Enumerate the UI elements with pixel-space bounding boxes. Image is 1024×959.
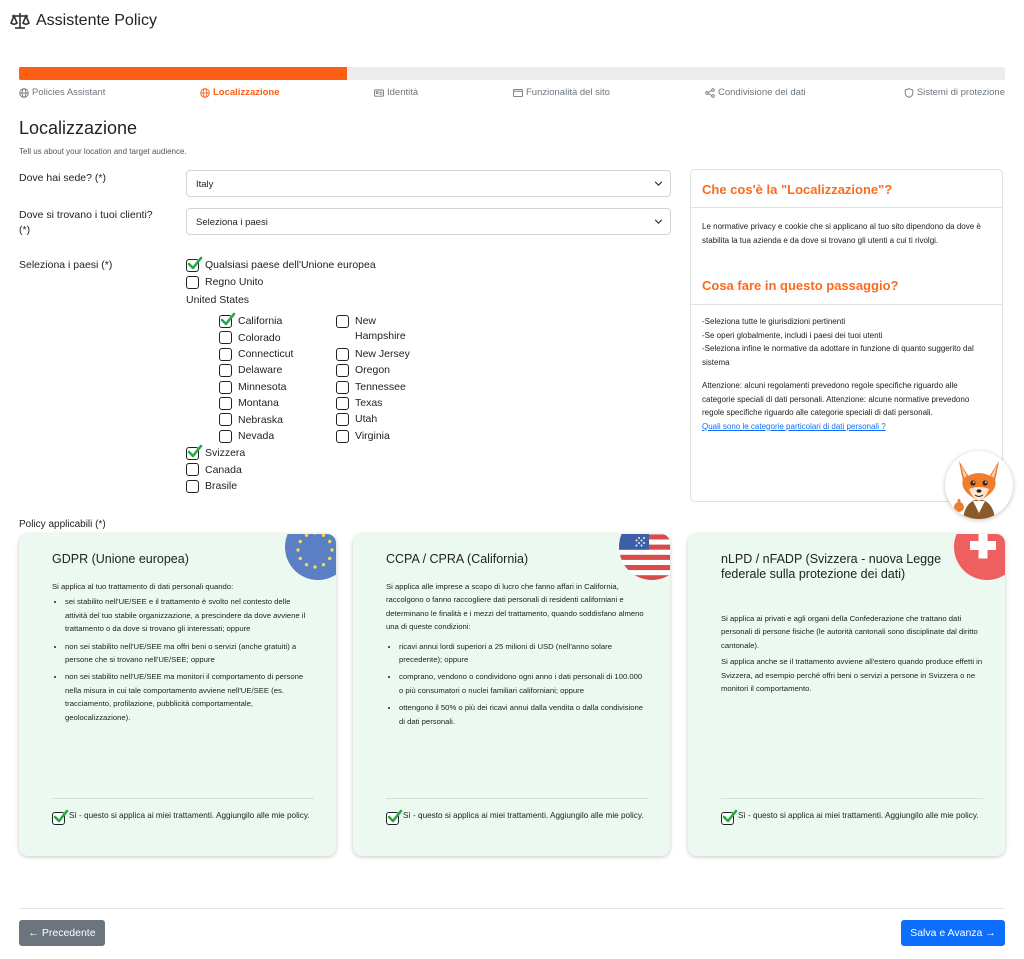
sede-select[interactable]: [186, 170, 671, 197]
policy-bullet: • ottengono il 50% o più dei ricavi annui dalla vendita o dalla condivisione di dati personali.: [399, 701, 648, 728]
policy-bullet: • sei stabilito nell'UE/SEE e il trattamento è svolto nel contesto delle attività del tuo stabile organizzazione, a prescindere da dove avviene il trattamento o da dove si trovano gli interessati; oppure: [65, 595, 314, 635]
checkbox-label: Utah: [355, 413, 378, 426]
clienti-select[interactable]: [186, 208, 671, 235]
country-checkbox[interactable]: [219, 348, 293, 361]
gdpr-agree-checkbox[interactable]: [52, 810, 310, 825]
country-checkbox[interactable]: [219, 364, 282, 377]
info-title-2: Cosa fare in questo passaggio?: [702, 278, 899, 293]
country-checkbox[interactable]: [219, 381, 286, 394]
page-subtitle: Tell us about your location and target audience.: [19, 147, 187, 156]
divider: [721, 798, 983, 799]
policy-bullet: • non sei stabilito nell'UE/SEE ma monitori il comportamento di persone nella misura in cui tale comportamento avviene nell'UE/SEE (es. tracciamento, profilazione, pubblicità comportamentale, geolocalizzazione).: [65, 670, 314, 724]
progress-bar: [19, 67, 1005, 80]
checkbox[interactable]: [219, 348, 232, 361]
checkbox-label: Colorado: [238, 331, 281, 344]
globe-icon: [19, 88, 29, 98]
country-checkbox[interactable]: [336, 430, 390, 443]
checkbox[interactable]: [186, 463, 199, 476]
policy-card-nlpd: [688, 534, 1005, 856]
policy-title: GDPR (Unione europea): [52, 552, 189, 566]
checkbox[interactable]: [336, 397, 349, 410]
progress-fill: [19, 67, 347, 80]
step-label: Funzionalità del sito: [526, 87, 610, 98]
country-checkbox[interactable]: [186, 259, 376, 272]
checkbox-label: Minnesota: [238, 380, 287, 393]
checkbox[interactable]: [336, 315, 349, 328]
country-checkbox[interactable]: [186, 480, 237, 493]
info-step-3: -Seleziona infine le normative da adottare in funzione di quanto suggerito dal sistema: [702, 344, 974, 367]
country-checkbox[interactable]: [219, 397, 279, 410]
country-checkbox[interactable]: [219, 413, 283, 426]
policy-paragraph: Si applica anche se il trattamento avviene all'estero quando produce effetti in Svizzera, ad esempio perché offri beni o servizi a persone in Svizzera o ne monitori il comportamento.: [721, 657, 983, 694]
divider: [386, 798, 648, 799]
checkbox[interactable]: [186, 259, 199, 272]
policy-bullets: [52, 595, 314, 724]
country-checkbox[interactable]: [336, 315, 406, 342]
swiss-flag-icon: [954, 534, 1005, 580]
policy-body: [52, 580, 314, 728]
checkmark-icon: [386, 808, 403, 825]
agree-label: Sì - questo si applica ai miei trattamenti. Aggiungilo alle mie policy.: [738, 811, 979, 820]
policy-card-gdpr: [19, 534, 336, 856]
checkbox-label: New Jersey: [355, 348, 410, 361]
checkmark-icon: [219, 311, 236, 328]
step-label: Identità: [387, 87, 419, 98]
policy-title: CCPA / CPRA (California): [386, 552, 529, 566]
checkbox-label: Nevada: [238, 430, 275, 443]
eu-flag-icon: [285, 534, 336, 580]
clienti-label: [19, 208, 153, 238]
policy-bullet: • comprano, vendono o condividono ogni anno i dati personali di 100.000 o più consumatori o nuclei familiari californiani; oppure: [399, 670, 648, 697]
checkbox-label: Svizzera: [205, 447, 246, 460]
clienti-label-line2: (*): [19, 224, 31, 237]
app-header: [10, 12, 157, 30]
checkbox-label: Nebraska: [238, 413, 283, 426]
country-checkbox[interactable]: [336, 364, 390, 377]
shield-icon: [904, 88, 914, 98]
checkbox-label: Canada: [205, 463, 242, 476]
previous-button[interactable]: ← Precedente: [19, 920, 105, 946]
checkbox-label: Connecticut: [238, 348, 294, 361]
checkbox-label: Tennessee: [355, 381, 406, 394]
country-checkbox[interactable]: [336, 381, 406, 394]
step-funzionalita[interactable]: [513, 87, 610, 98]
checkbox[interactable]: [721, 812, 734, 825]
step-policies-assistant[interactable]: [19, 87, 105, 98]
checkbox[interactable]: [336, 348, 349, 361]
clienti-label-line1: Dove si trovano i tuoi clienti?: [19, 209, 153, 221]
agree-label: Sì - questo si applica ai miei trattamenti. Aggiungilo alle mie policy.: [403, 811, 644, 820]
step-label: Localizzazione: [213, 87, 280, 98]
checkbox[interactable]: [186, 480, 199, 493]
country-checkbox[interactable]: [336, 348, 410, 361]
checkbox[interactable]: [336, 364, 349, 377]
info-step-2: -Se operi globalmente, includi i paesi dei tuoi utenti: [702, 330, 883, 340]
policy-intro: Si applica alle imprese a scopo di lucro che fanno affari in California, raccolgono o fanno raccogliere dati personali di residenti californiani e determinano le finalità e i mezzi del trattamento, quando soddisfano almeno una di queste condizioni:: [386, 582, 644, 632]
globe-icon: [200, 88, 210, 98]
step-condivisione[interactable]: [705, 87, 806, 98]
checkbox[interactable]: [52, 812, 65, 825]
country-checkbox[interactable]: [336, 397, 382, 410]
policy-card-ccpa: [353, 534, 670, 856]
checkbox-label: Brasile: [205, 480, 238, 493]
checkbox[interactable]: [186, 447, 199, 460]
country-checkbox[interactable]: [186, 463, 242, 476]
country-checkbox[interactable]: [219, 430, 274, 443]
step-localizzazione[interactable]: [200, 87, 280, 98]
checkbox-label: Delaware: [238, 364, 283, 377]
checkbox[interactable]: [336, 413, 349, 426]
country-checkbox[interactable]: [219, 315, 282, 328]
app-title: Assistente Policy: [36, 12, 157, 29]
country-checkbox[interactable]: [186, 447, 245, 460]
fox-mascot-icon: [945, 451, 1013, 519]
country-checkbox[interactable]: [219, 331, 281, 344]
checkbox-label-line2: Hampshire: [355, 330, 406, 342]
step-identita[interactable]: [374, 87, 418, 98]
policy-paragraph: Si applica ai privati e agli organi della Confederazione che trattano dati personali di persone fisiche (le autorità cantonali sono disciplinate dal diritto cantonale).: [721, 614, 978, 650]
step-label: Policies Assistant: [32, 87, 106, 98]
info-note-block: [702, 379, 992, 433]
step-sistemi-protezione[interactable]: [904, 87, 1005, 98]
checkbox[interactable]: [219, 397, 232, 410]
checkbox-label: Montana: [238, 397, 279, 410]
us-group-label: United States: [186, 294, 250, 306]
policies-label: Policy applicabili (*): [19, 519, 106, 530]
checkbox[interactable]: [219, 364, 232, 377]
info-text-1: Le normative privacy e cookie che si applicano al tuo sito dipendono da dove è stabilita la tua azienda e da dove si trovano gli utenti a cui ti rivolgi.: [702, 222, 981, 245]
checkbox[interactable]: [186, 276, 199, 289]
scales-icon: [10, 12, 30, 30]
ccpa-agree-checkbox[interactable]: [386, 810, 644, 825]
info-step-1: -Seleziona tutte le giurisdizioni pertinenti: [702, 317, 846, 326]
clienti-value: Seleziona i paesi: [196, 217, 268, 228]
info-note: Attenzione: alcuni regolamenti prevedono regole specifiche riguardo alle categorie speciali di dati personali. Attenzione: alcune normative prevedono regole specifiche riguardo alle categorie speciali di dati personali.: [702, 381, 970, 417]
country-checkbox[interactable]: [336, 413, 377, 426]
checkbox[interactable]: [219, 331, 232, 344]
checkbox-label: California: [238, 315, 283, 328]
save-next-button[interactable]: Salva e Avanza →: [901, 920, 1005, 946]
browser-window-icon: [513, 88, 523, 98]
chevron-down-icon: [653, 178, 664, 189]
checkmark-icon: [721, 808, 738, 825]
checkmark-icon: [52, 808, 69, 825]
id-card-icon: [374, 88, 384, 98]
checkmark-icon: [186, 255, 203, 272]
policy-bullets: [386, 640, 648, 728]
policy-title: nLPD / nFADP (Svizzera - nuova Legge federale sulla protezione dei dati): [721, 552, 942, 581]
sede-label: Dove hai sede? (*): [19, 172, 106, 184]
page-title: Localizzazione: [19, 118, 138, 138]
footer-divider: [19, 908, 1005, 909]
checkbox-label: Qualsiasi paese dell'Unione europea: [205, 259, 376, 272]
wizard-steps: [19, 87, 1005, 101]
divider: [691, 207, 1002, 208]
policy-bullet: • non sei stabilito nell'UE/SEE ma offri beni o servizi (anche gratuiti) a persone che si trovano nell'UE/SEE; oppure: [65, 640, 314, 667]
policy-body: [386, 580, 648, 732]
checkbox[interactable]: [336, 381, 349, 394]
checkbox-label: Virginia: [355, 430, 390, 443]
nlpd-agree-checkbox[interactable]: [721, 810, 979, 825]
checkmark-icon: [186, 443, 203, 460]
info-panel: [690, 169, 1003, 502]
policy-body: [721, 612, 983, 695]
assistant-avatar[interactable]: [945, 451, 1013, 519]
special-categories-link[interactable]: Quali sono le categorie particolari di dati personali ?: [702, 421, 886, 431]
checkbox[interactable]: [219, 381, 232, 394]
checkbox-label: Regno Unito: [205, 275, 264, 288]
policy-bullet: • ricavi annui lordi superiori a 25 milioni di USD (nell'anno solare precedente); oppure: [399, 640, 648, 667]
paesi-label: Seleziona i paesi (*): [19, 259, 113, 271]
share-icon: [705, 88, 715, 98]
checkbox-label: Oregon: [355, 364, 391, 377]
checkbox[interactable]: [219, 413, 232, 426]
sede-value: Italy: [196, 179, 214, 190]
country-checkbox[interactable]: [186, 276, 263, 289]
step-label: Condivisione dei dati: [718, 87, 806, 98]
divider: [52, 798, 314, 799]
checkbox[interactable]: [386, 812, 399, 825]
us-flag-icon: [619, 534, 670, 580]
policy-intro: Si applica al tuo trattamento di dati personali quando:: [52, 582, 234, 591]
checkbox[interactable]: [219, 430, 232, 443]
agree-label: Sì - questo si applica ai miei trattamenti. Aggiungilo alle mie policy.: [69, 811, 310, 820]
checkbox[interactable]: [219, 315, 232, 328]
divider: [691, 304, 1002, 305]
info-steps: [702, 315, 992, 369]
chevron-down-icon: [653, 216, 664, 227]
checkbox[interactable]: [336, 430, 349, 443]
checkbox-label: New: [355, 315, 377, 328]
info-title-1: Che cos'è la "Localizzazione"?: [702, 182, 893, 197]
step-label: Sistemi di protezione: [916, 87, 1005, 98]
checkbox-label: Texas: [355, 397, 383, 410]
